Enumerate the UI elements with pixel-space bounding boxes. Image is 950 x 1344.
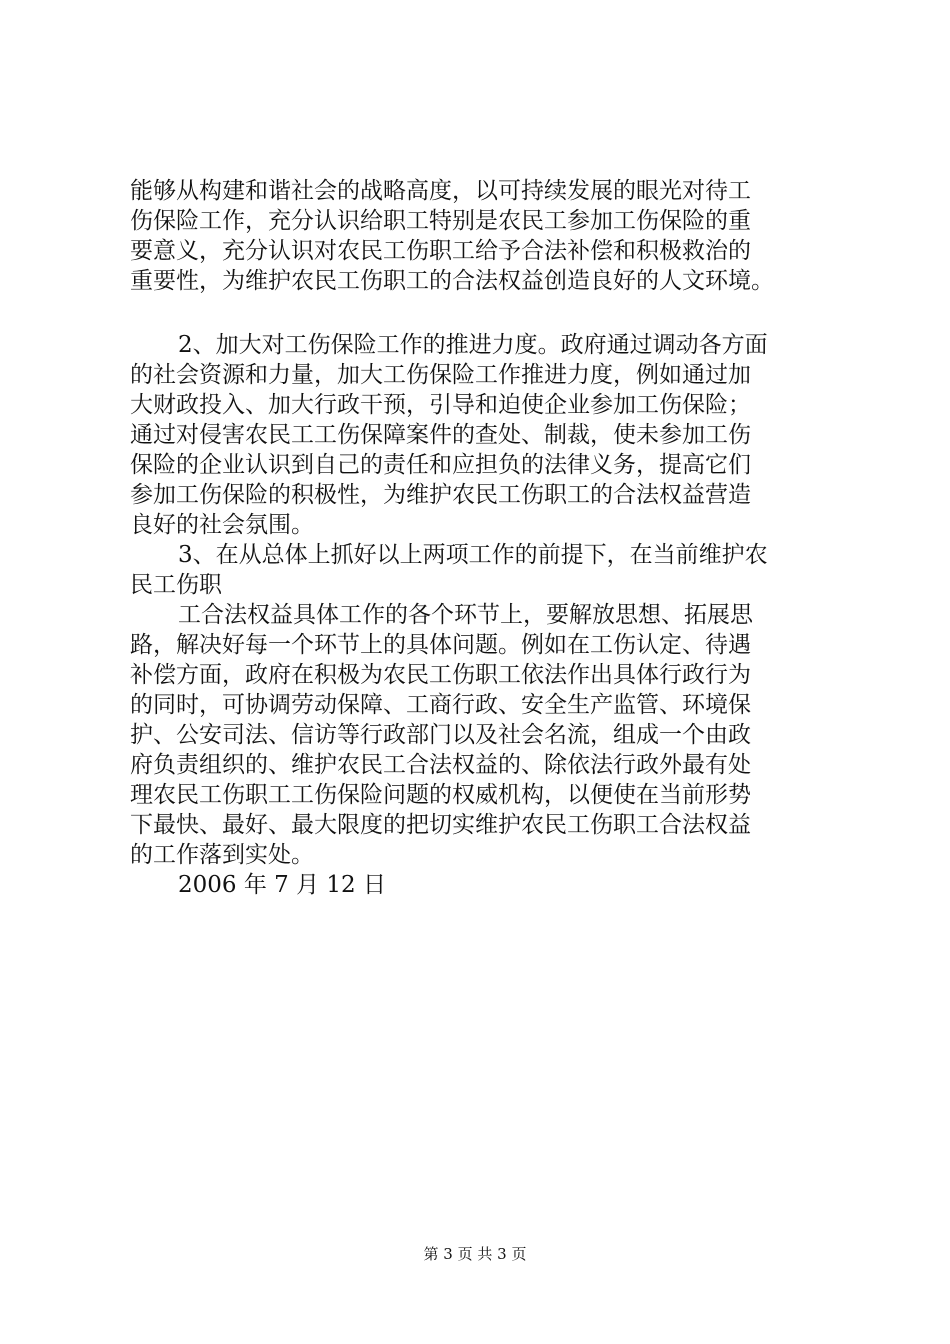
text-line: 的同时，可协调劳动保障、工商行政、安全生产监管、环境保 xyxy=(130,692,751,718)
text-line: 2、加大对工伤保险工作的推进力度。政府通过调动各方面 xyxy=(178,332,768,358)
page-number-footer: 第 3 页 共 3 页 xyxy=(423,1245,527,1263)
text-line: 理农民工伤职工工伤保险问题的权威机构，以便使在当前形势 xyxy=(130,782,751,808)
text-line: 要意义，充分认识对农民工伤职工给予合法补偿和积极救治的 xyxy=(130,238,751,264)
text-line: 参加工伤保险的积极性，为维护农民工伤职工的合法权益营造 xyxy=(130,482,751,508)
text-line: 府负责组织的、维护农民工合法权益的、除依法行政外最有处 xyxy=(130,752,751,778)
text-line: 护、公安司法、信访等行政部门以及社会名流，组成一个由政 xyxy=(130,722,751,748)
text-line: 民工伤职 xyxy=(130,572,222,598)
text-line: 重要性，为维护农民工伤职工的合法权益创造良好的人文环境。 xyxy=(130,268,774,294)
text-line: 的社会资源和力量，加大工伤保险工作推进力度，例如通过加 xyxy=(130,362,751,388)
text-line: 通过对侵害农民工工伤保障案件的查处、制裁，使未参加工伤 xyxy=(130,422,751,448)
text-line: 能够从构建和谐社会的战略高度，以可持续发展的眼光对待工 xyxy=(130,178,751,204)
text-line: 的工作落到实处。 xyxy=(130,842,314,868)
text-line: 路，解决好每一个环节上的具体问题。例如在工伤认定、待遇 xyxy=(130,632,751,658)
text-line: 伤保险工作，充分认识给职工特别是农民工参加工伤保险的重 xyxy=(130,208,751,234)
text-line: 工合法权益具体工作的各个环节上，要解放思想、拓展思 xyxy=(178,602,753,628)
text-line: 3、在从总体上抓好以上两项工作的前提下，在当前维护农 xyxy=(178,542,768,568)
text-line: 大财政投入、加大行政干预，引导和迫使企业参加工伤保险； xyxy=(130,392,751,418)
document-date: 2006 年 7 月 12 日 xyxy=(178,872,386,898)
text-line: 补偿方面，政府在积极为农民工伤职工依法作出具体行政行为 xyxy=(130,662,751,688)
text-line: 下最快、最好、最大限度的把切实维护农民工伤职工合法权益 xyxy=(130,812,751,838)
text-line: 良好的社会氛围。 xyxy=(130,512,314,538)
text-line: 保险的企业认识到自己的责任和应担负的法律义务，提高它们 xyxy=(130,452,751,478)
